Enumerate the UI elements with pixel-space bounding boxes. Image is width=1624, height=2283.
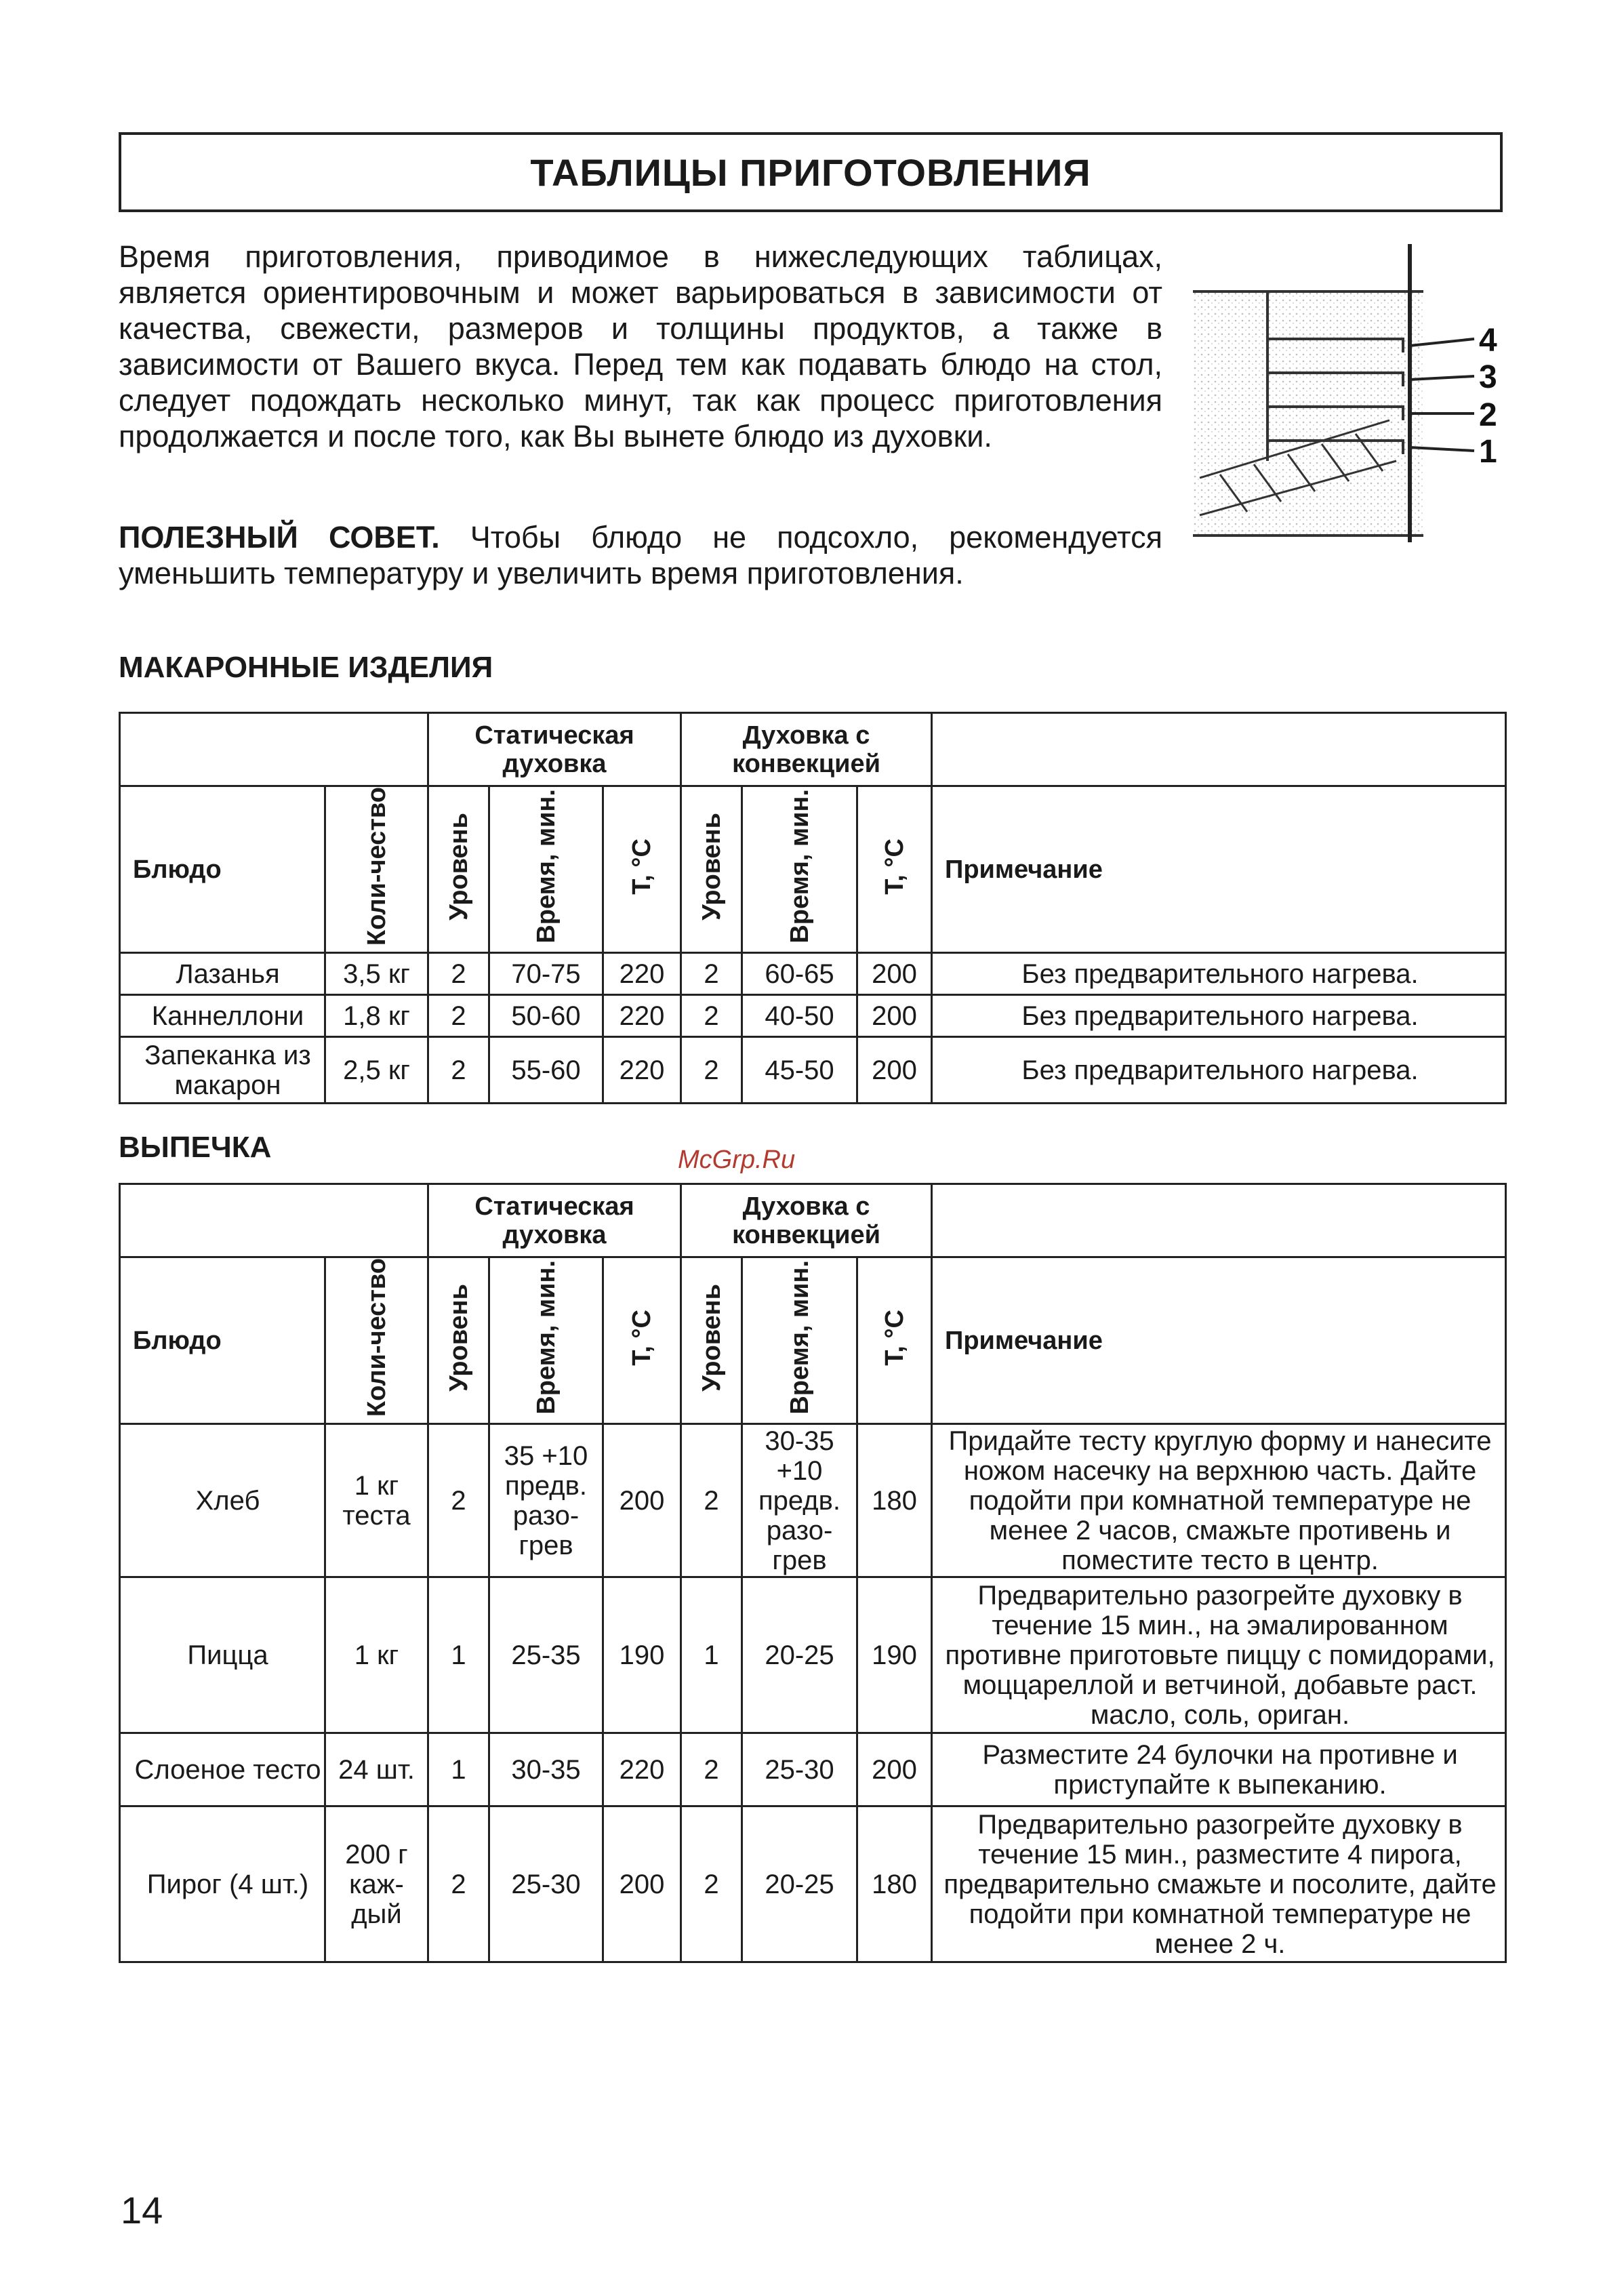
shelf-label-3: 3 xyxy=(1479,359,1497,395)
cell-conv-level: 2 xyxy=(681,995,742,1037)
cell-static-temp: 220 xyxy=(603,953,681,995)
cell-qty: 1,8 кг xyxy=(325,995,428,1037)
header-level: Уровень xyxy=(444,1283,473,1392)
cell-note: Придайте тесту круглую форму и нанесите ножом насечку на верхнюю часть. Дайте подойти при комнатной температуре не менее 2 часов, смажьте противень и поместите тесто в центр. xyxy=(932,1424,1506,1577)
table-header-row xyxy=(120,713,1506,786)
cell-static-time: 70-75 xyxy=(489,953,603,995)
table-subheader-row xyxy=(120,1257,1506,1424)
cell-static-time: 50-60 xyxy=(489,995,603,1037)
tip-label: ПОЛЕЗНЫЙ СОВЕТ. xyxy=(119,520,440,554)
cell-static-temp: 220 xyxy=(603,1733,681,1806)
cell-static-temp: 200 xyxy=(603,1806,681,1962)
cell-conv-temp: 200 xyxy=(857,1037,932,1104)
tip-paragraph xyxy=(119,519,1162,591)
cell-conv-level: 2 xyxy=(681,953,742,995)
header-time: Время, мин. xyxy=(531,789,561,944)
header-level: Уровень xyxy=(444,812,473,921)
header-qty: Коли-чество xyxy=(362,787,391,946)
cell-static-level: 1 xyxy=(428,1733,489,1806)
cell-conv-temp: 180 xyxy=(857,1806,932,1962)
header-convection: Духовка с конвекцией xyxy=(681,1184,932,1257)
shelf-label-2: 2 xyxy=(1479,397,1497,433)
table-row xyxy=(120,995,1506,1037)
cell-dish: Лазанья xyxy=(120,953,325,995)
cell-static-temp: 200 xyxy=(603,1424,681,1577)
intro-paragraph: Время приготовления, приводимое в нижеследующих таблицах, является ориентировочным и может варьироваться в зависимости от качества, свежести, размеров и толщины продуктов, а также в зависимости от Вашего вкуса. Перед тем как подавать блюдо на стол, следует подождать несколько минут, так как процесс приготовления продолжается и после того, как Вы вынете блюдо из духовки. xyxy=(119,239,1162,453)
cell-static-level: 2 xyxy=(428,1424,489,1577)
cell-conv-time: 40-50 xyxy=(742,995,857,1037)
table-row xyxy=(120,1577,1506,1733)
header-temp: T, °C xyxy=(628,1309,656,1366)
header-level: Уровень xyxy=(697,1283,726,1392)
header-dish: Блюдо xyxy=(120,786,325,953)
cell-note: Разместите 24 булочки на противне и приступайте к выпеканию. xyxy=(932,1733,1506,1806)
cell-conv-time: 45-50 xyxy=(742,1037,857,1104)
cell-static-temp: 220 xyxy=(603,995,681,1037)
table-row xyxy=(120,1037,1506,1104)
cell-note: Предварительно разогрейте духовку в течение 15 мин., разместите 4 пирога, предварительно смажьте и посолите, дайте подойти при комнатной температуре не менее 2 ч. xyxy=(932,1806,1506,1962)
cell-conv-temp: 200 xyxy=(857,1733,932,1806)
table-row xyxy=(120,1424,1506,1577)
header-temp: T, °C xyxy=(880,1309,909,1366)
cell-conv-level: 2 xyxy=(681,1424,742,1577)
title-box xyxy=(119,132,1503,212)
cell-dish: Запеканка из макарон xyxy=(120,1037,325,1104)
cell-conv-time: 25-30 xyxy=(742,1733,857,1806)
header-static: Статическая духовка xyxy=(428,1184,681,1257)
table-subheader-row xyxy=(120,786,1506,953)
page-number: 14 xyxy=(121,2189,163,2231)
pasta-table xyxy=(119,712,1507,1104)
cell-static-level: 2 xyxy=(428,953,489,995)
cell-conv-level: 2 xyxy=(681,1037,742,1104)
header-time: Время, мин. xyxy=(785,789,814,944)
cell-conv-level: 2 xyxy=(681,1733,742,1806)
header-qty: Коли-чество xyxy=(362,1258,391,1417)
cell-note: Без предварительного нагрева. xyxy=(932,953,1506,995)
cell-static-level: 1 xyxy=(428,1577,489,1733)
oven-shelf-diagram xyxy=(1186,244,1511,563)
cell-conv-temp: 200 xyxy=(857,995,932,1037)
cell-note: Без предварительного нагрева. xyxy=(932,1037,1506,1104)
header-note: Примечание xyxy=(932,1257,1506,1424)
tip-text: Чтобы блюдо не подсохло, рекомендуется уменьшить температуру и увеличить время приготовления. xyxy=(119,520,1163,590)
cell-conv-level: 2 xyxy=(681,1806,742,1962)
cell-static-level: 2 xyxy=(428,995,489,1037)
cell-conv-temp: 200 xyxy=(857,953,932,995)
shelf-label-1: 1 xyxy=(1479,434,1497,470)
header-dish: Блюдо xyxy=(120,1257,325,1424)
cell-static-level: 2 xyxy=(428,1037,489,1104)
cell-dish: Пицца xyxy=(120,1577,325,1733)
header-level: Уровень xyxy=(697,812,726,921)
baking-table xyxy=(119,1183,1507,1963)
section-title-pasta: МАКАРОННЫЕ ИЗДЕЛИЯ xyxy=(119,651,493,684)
cell-note: Предварительно разогрейте духовку в течение 15 мин., на эмалированном противне приготовьте пиццу с помидорами, моццареллой и ветчиной, добавьте раст. масло, соль, ориган. xyxy=(932,1577,1506,1733)
cell-static-time: 35 +10 предв. разо-грев xyxy=(489,1424,603,1577)
cell-qty: 3,5 кг xyxy=(325,953,428,995)
cell-qty: 1 кг xyxy=(325,1577,428,1733)
section-title-baking: ВЫПЕЧКА xyxy=(119,1131,272,1164)
table-row xyxy=(120,1806,1506,1962)
header-static: Статическая духовка xyxy=(428,713,681,786)
header-time: Время, мин. xyxy=(785,1260,814,1415)
cell-conv-time: 20-25 xyxy=(742,1577,857,1733)
table-row xyxy=(120,953,1506,995)
shelf-label-4: 4 xyxy=(1479,323,1497,359)
cell-static-temp: 220 xyxy=(603,1037,681,1104)
header-time: Время, мин. xyxy=(531,1260,561,1415)
cell-note: Без предварительного нагрева. xyxy=(932,995,1506,1037)
cell-static-time: 30-35 xyxy=(489,1733,603,1806)
cell-qty: 2,5 кг xyxy=(325,1037,428,1104)
header-convection: Духовка с конвекцией xyxy=(681,713,932,786)
cell-dish: Хлеб xyxy=(120,1424,325,1577)
cell-dish: Каннеллони xyxy=(120,995,325,1037)
cell-static-time: 25-30 xyxy=(489,1806,603,1962)
cell-conv-time: 30-35 +10 предв. разо-грев xyxy=(742,1424,857,1577)
cell-conv-level: 1 xyxy=(681,1577,742,1733)
cell-static-time: 25-35 xyxy=(489,1577,603,1733)
header-temp: T, °C xyxy=(628,838,656,895)
header-temp: T, °C xyxy=(880,838,909,895)
page-title: ТАБЛИЦЫ ПРИГОТОВЛЕНИЯ xyxy=(530,150,1091,194)
cell-dish: Пирог (4 шт.) xyxy=(120,1806,325,1962)
cell-conv-time: 20-25 xyxy=(742,1806,857,1962)
cell-static-level: 2 xyxy=(428,1806,489,1962)
cell-static-temp: 190 xyxy=(603,1577,681,1733)
cell-conv-temp: 180 xyxy=(857,1424,932,1577)
header-note: Примечание xyxy=(932,786,1506,953)
cell-qty: 200 г каж-дый xyxy=(325,1806,428,1962)
cell-qty: 1 кг теста xyxy=(325,1424,428,1577)
table-row xyxy=(120,1733,1506,1806)
watermark: McGrp.Ru xyxy=(678,1146,796,1174)
cell-qty: 24 шт. xyxy=(325,1733,428,1806)
table-header-row xyxy=(120,1184,1506,1257)
cell-conv-time: 60-65 xyxy=(742,953,857,995)
cell-conv-temp: 190 xyxy=(857,1577,932,1733)
cell-static-time: 55-60 xyxy=(489,1037,603,1104)
cell-dish: Слоеное тесто xyxy=(120,1733,325,1806)
